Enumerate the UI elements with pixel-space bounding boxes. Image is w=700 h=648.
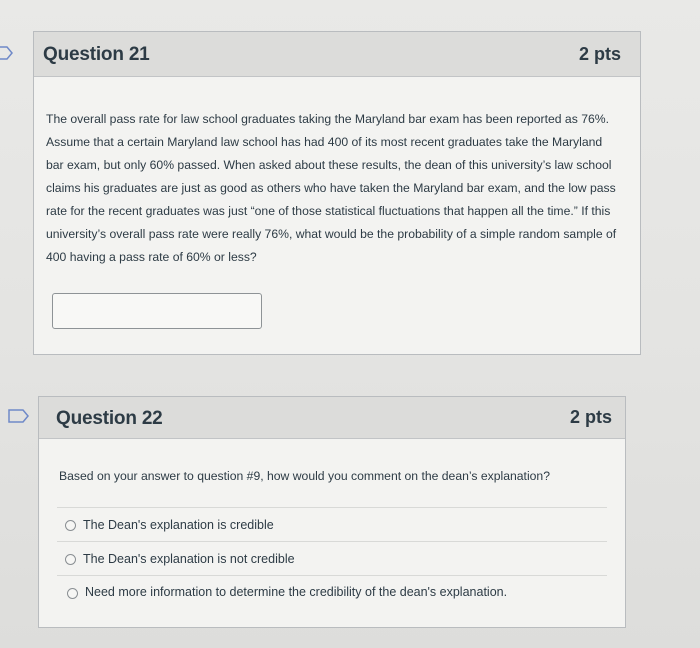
question-text: Based on your answer to question #9, how would you comment on the dean’s explanation?: [59, 469, 550, 483]
question-points: 2 pts: [569, 407, 612, 427]
question-text-line: claims his graduates are just as good as others who have taken the Maryland bar exam, and the low pass: [46, 181, 616, 195]
question-header: [39, 397, 625, 439]
question-title: Question 21: [43, 44, 150, 65]
flag-question-icon[interactable]: [8, 409, 30, 423]
question-card: [33, 31, 641, 355]
radio-button[interactable]: [65, 554, 76, 565]
option-label[interactable]: The Dean's explanation is credible: [83, 518, 274, 532]
question-points: 2 pts: [578, 44, 621, 64]
question-text-line: rate for the recent graduates was just “one of those statistical fluctuations that happen all the time.” If this: [46, 204, 611, 218]
option-label[interactable]: Need more information to determine the credibility of the dean's explanation.: [85, 585, 508, 599]
question-text-line: The overall pass rate for law school graduates taking the Maryland bar exam has been reported as 76%.: [46, 112, 609, 126]
question-text-line: 400 having a pass rate of 60% or less?: [46, 250, 257, 264]
flag-question-icon[interactable]: [0, 46, 14, 60]
question-title: Question 22: [56, 408, 163, 429]
question-header: [34, 32, 640, 77]
answer-option[interactable]: [57, 541, 607, 575]
question-text-line: Assume that a certain Maryland law school has had 400 of its most recent graduates take the Maryland: [46, 135, 603, 149]
question-card: [38, 396, 626, 628]
answer-input[interactable]: [52, 293, 262, 329]
question-text-line: university’s overall pass rate were really 76%, what would be the probability of a simple random sample of: [46, 227, 617, 241]
radio-button[interactable]: [67, 588, 78, 599]
answer-option[interactable]: [57, 575, 607, 609]
radio-button[interactable]: [65, 520, 76, 531]
question-text-line: bar exam, but only 60% passed. When asked about these results, the dean of this university’s law school: [46, 158, 612, 172]
question-text: [46, 108, 636, 269]
answer-option[interactable]: [57, 507, 607, 541]
option-label[interactable]: The Dean's explanation is not credible: [83, 552, 295, 566]
